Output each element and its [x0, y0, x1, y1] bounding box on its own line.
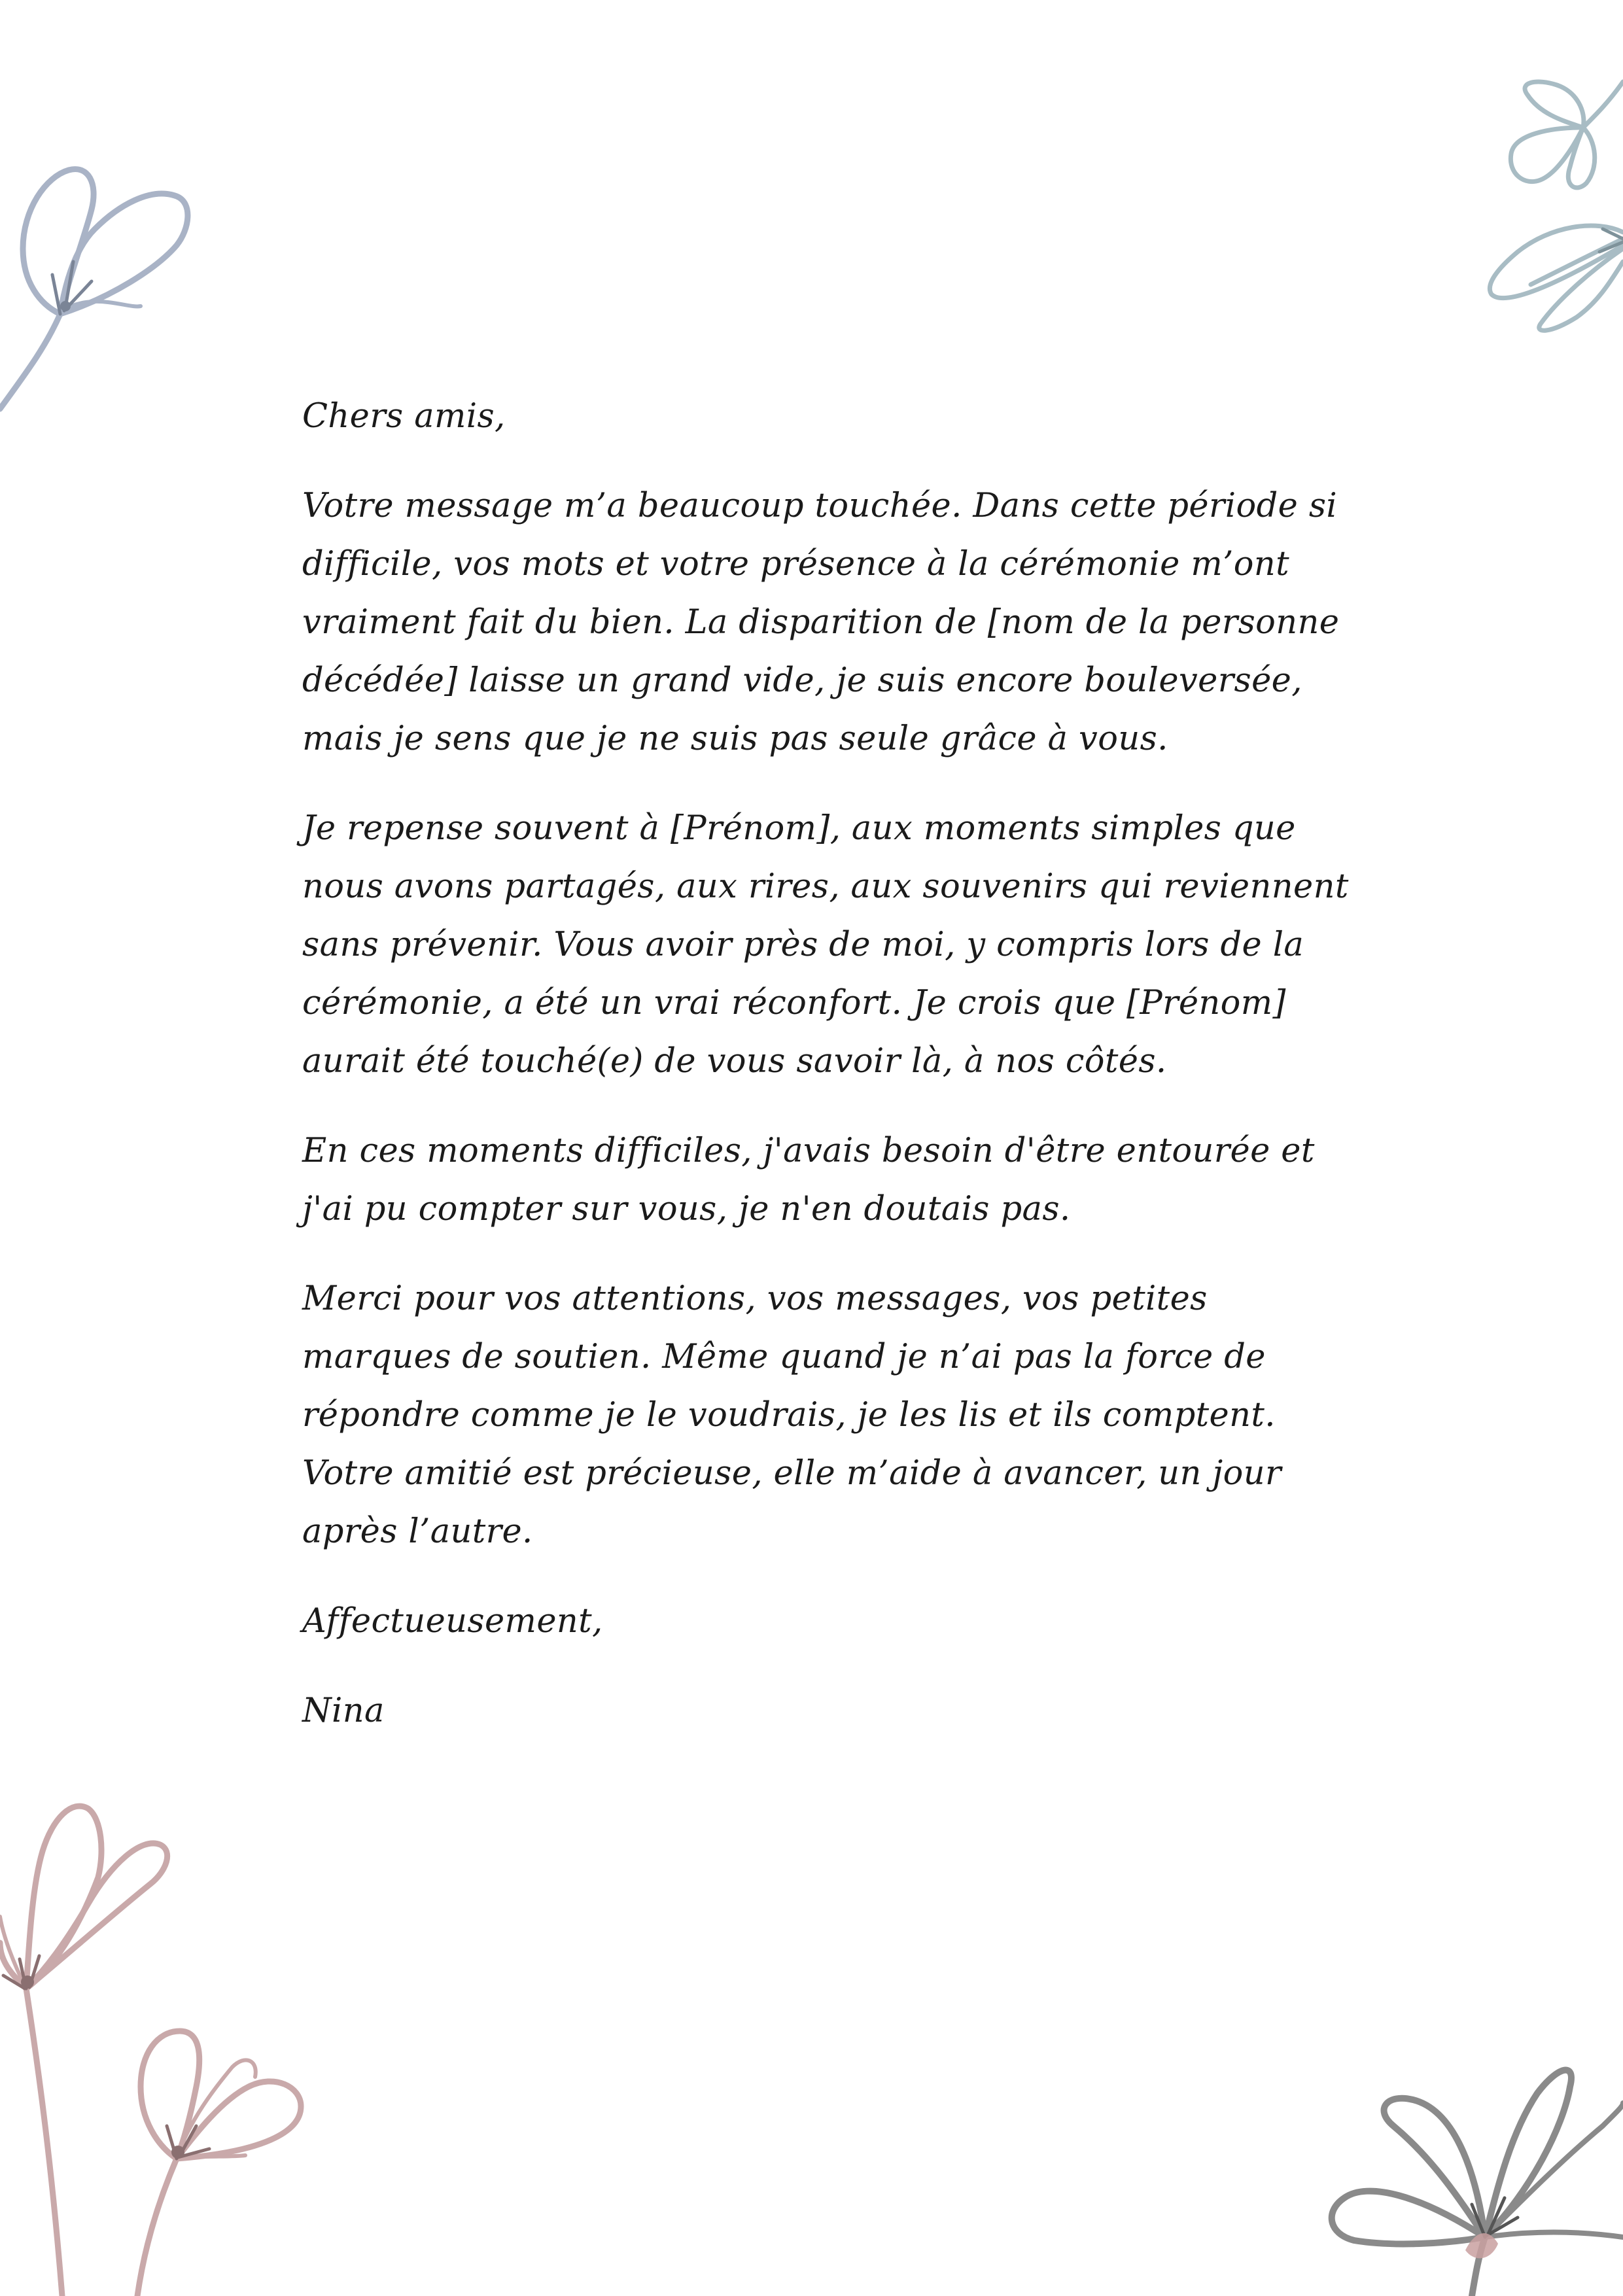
letter-greeting: Chers amis,	[302, 397, 506, 436]
letter-body	[302, 387, 1362, 1771]
letter-signature: Nina	[302, 1692, 385, 1730]
flower-bottom-left-icon	[0, 1779, 314, 2296]
letter-paragraph-4: Merci pour vos attentions, vos messages, vos petites marques de soutien. Même quand je n’ai pas la force de répondre comme je le voudrais, je les lis et ils comptent. Votre amitié est précieuse, elle m’aide à avancer, un jour après l’autre.	[302, 1279, 1282, 1551]
letter-paragraph-2: Je repense souvent à [Prénom], aux moments simples que nous avons partagés, aux rires, aux souvenirs qui reviennent sans prévenir. Vous avoir près de moi, y compris lors de la cérémonie, a été un vrai réconfort. Je crois que [Prénom] aurait été touché(e) de vous savoir là, à nos côtés.	[302, 809, 1349, 1081]
letter-closing: Affectueusement,	[302, 1602, 603, 1641]
flower-top-right-icon	[1478, 75, 1623, 350]
letter-paragraph-3: En ces moments difficiles, j'avais besoin d'être entourée et j'ai pu compter sur vous, je n'en doutais pas.	[302, 1132, 1315, 1228]
flower-top-left-icon	[0, 150, 203, 425]
letter-paragraph-1: Votre message m’a beaucoup touchée. Dans cette période si difficile, vos mots et votre présence à la cérémonie m’ont vraiment fait du bien. La disparition de [nom de la personne décédée] laisse un grand vide, je suis encore bouleversée, mais je sens que je ne suis pas seule grâce à vous.	[302, 487, 1340, 758]
flower-bottom-right-icon	[1315, 2034, 1623, 2296]
